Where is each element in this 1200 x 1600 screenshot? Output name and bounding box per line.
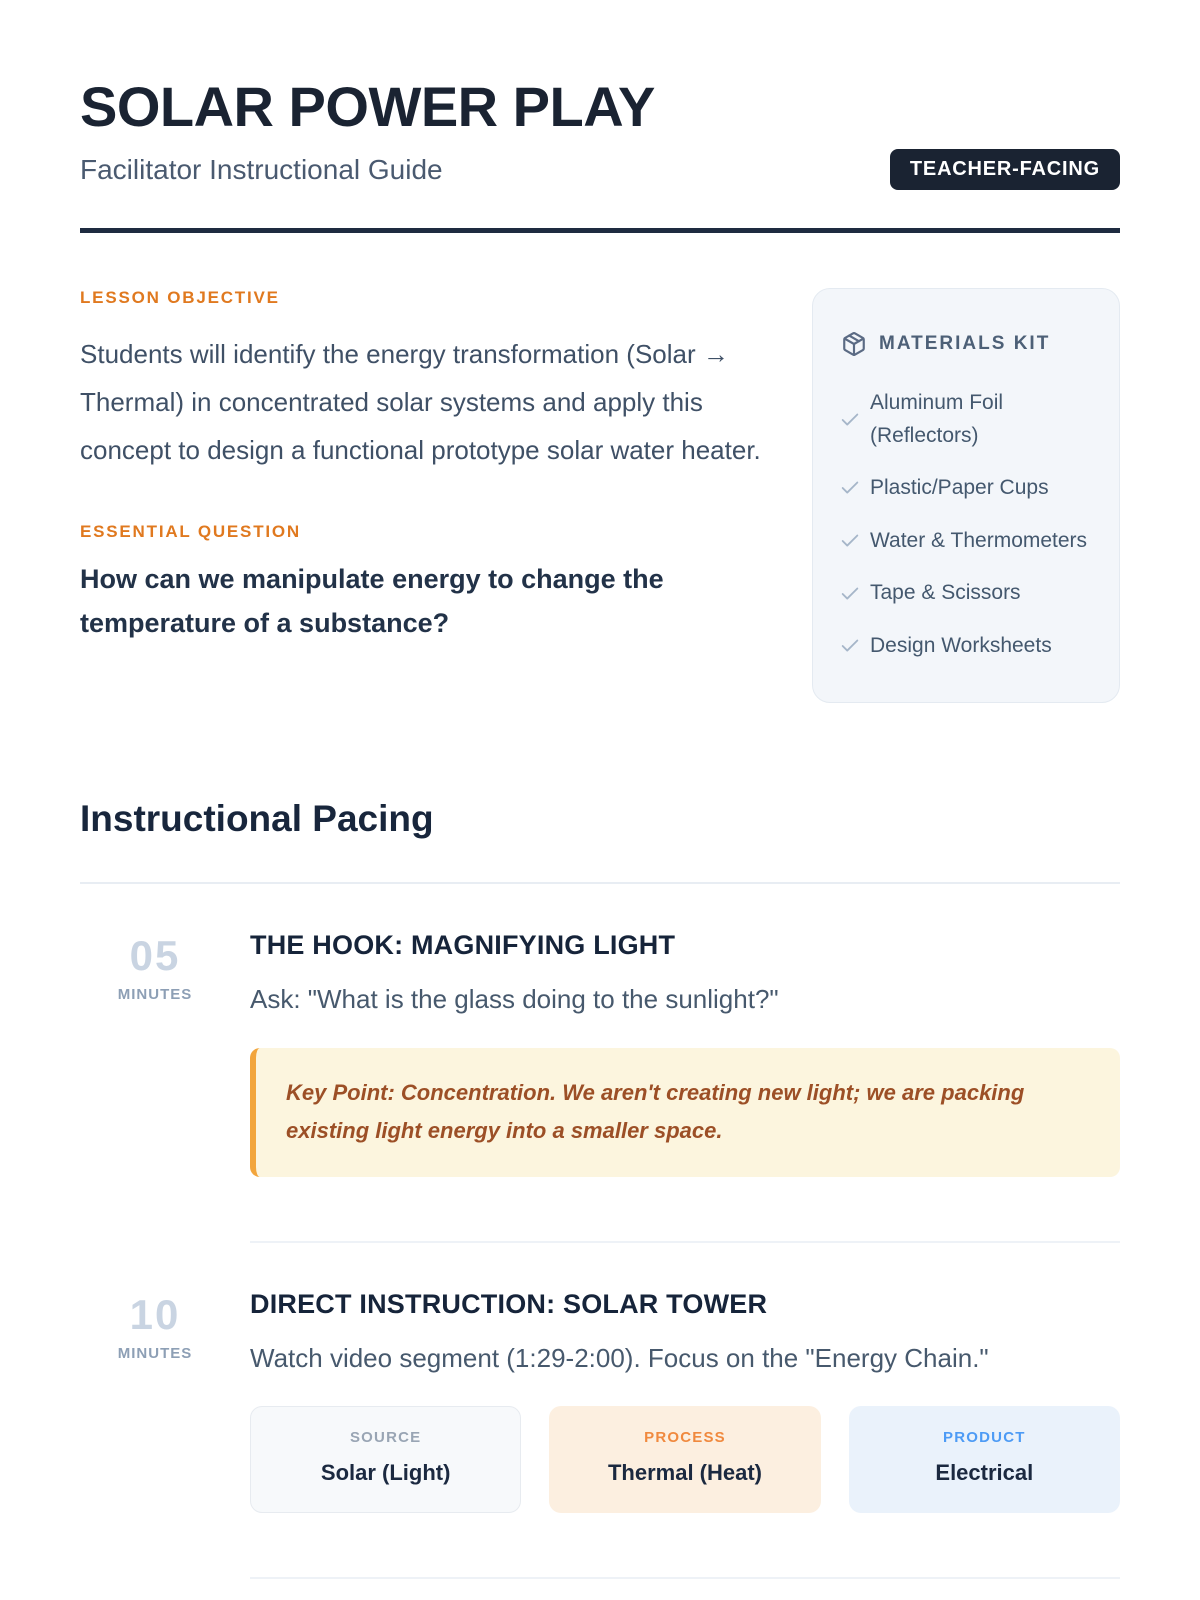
materials-item-label: Aluminum Foil (Reflectors) — [870, 391, 1004, 447]
key-point-text: Key Point: Concentration. We aren't creating new light; we are packing existing light energy into a smaller space. — [286, 1079, 1025, 1144]
step-description: Watch video segment (1:29-2:00). Focus on the "Energy Chain." — [250, 1342, 989, 1373]
materials-item — [839, 577, 1093, 610]
step-body — [250, 1289, 1120, 1513]
step-minutes-label: MINUTES — [117, 1344, 193, 1362]
pacing-section-title: Instructional Pacing — [80, 798, 1120, 884]
instructional-pacing-section — [80, 798, 1120, 1579]
check-icon — [839, 530, 861, 552]
pacing-step-hook — [80, 884, 1120, 1176]
header-divider — [80, 228, 1120, 233]
materials-kit-title: MATERIALS KIT — [879, 333, 1051, 355]
step-description: Ask: "What is the glass doing to the sunlight?" — [250, 984, 779, 1015]
materials-item — [839, 472, 1093, 505]
step-minutes-value: 05 — [129, 932, 181, 980]
materials-kit-card — [812, 288, 1120, 703]
materials-item-label: Design Worksheets — [870, 633, 1052, 657]
materials-item-label: Water & Thermometers — [870, 528, 1088, 552]
lesson-objective-text: Students will identify the energy transformation (Solar → Thermal) in concentrated solar systems and apply this concept to design a functional prototype solar water heater. — [80, 339, 761, 466]
essential-question-label: ESSENTIAL QUESTION — [80, 522, 302, 542]
materials-item — [839, 630, 1093, 663]
materials-item — [839, 387, 1093, 452]
essential-question-text: How can we manipulate energy to change the temperature of a substance? — [80, 564, 664, 638]
step-body — [250, 930, 1120, 1176]
audience-badge: TEACHER-FACING — [890, 149, 1120, 190]
materials-item — [839, 525, 1093, 558]
step-time-column — [80, 930, 230, 1176]
energy-chain-source-box — [250, 1406, 521, 1513]
lesson-overview-section — [80, 288, 1120, 703]
package-icon — [841, 331, 867, 357]
materials-checklist — [839, 387, 1093, 662]
subtitle-row — [80, 149, 1120, 190]
energy-chain-label: SOURCE — [349, 1429, 422, 1447]
key-point-callout — [250, 1048, 1120, 1177]
page-title: SOLAR POWER PLAY — [80, 75, 655, 138]
check-icon — [839, 477, 861, 499]
step-divider — [250, 1577, 1120, 1579]
step-minutes-value: 10 — [129, 1290, 181, 1338]
materials-item-label: Tape & Scissors — [870, 581, 1021, 605]
step-title: THE HOOK: MAGNIFYING LIGHT — [250, 930, 676, 961]
step-minutes-label: MINUTES — [117, 986, 193, 1004]
check-icon — [839, 635, 861, 657]
pacing-step-direct-instruction — [80, 1243, 1120, 1513]
energy-chain-label: PROCESS — [644, 1429, 726, 1447]
document-header — [80, 75, 1120, 233]
check-icon — [839, 409, 861, 431]
materials-item-label: Plastic/Paper Cups — [870, 476, 1049, 500]
energy-chain-value: Thermal (Heat) — [607, 1460, 763, 1486]
step-time-column — [80, 1289, 230, 1513]
overview-text-column — [80, 288, 780, 703]
energy-chain-label: PRODUCT — [943, 1429, 1026, 1447]
lesson-objective-label: LESSON OBJECTIVE — [80, 288, 280, 308]
energy-chain-row — [250, 1406, 1120, 1513]
energy-chain-process-box — [549, 1406, 820, 1513]
materials-kit-header — [839, 331, 1093, 357]
energy-chain-value: Electrical — [935, 1460, 1034, 1486]
step-title: DIRECT INSTRUCTION: SOLAR TOWER — [250, 1288, 768, 1319]
energy-chain-product-box — [849, 1406, 1120, 1513]
energy-chain-value: Solar (Light) — [320, 1460, 451, 1486]
check-icon — [839, 583, 861, 605]
page-subtitle: Facilitator Instructional Guide — [80, 153, 443, 185]
